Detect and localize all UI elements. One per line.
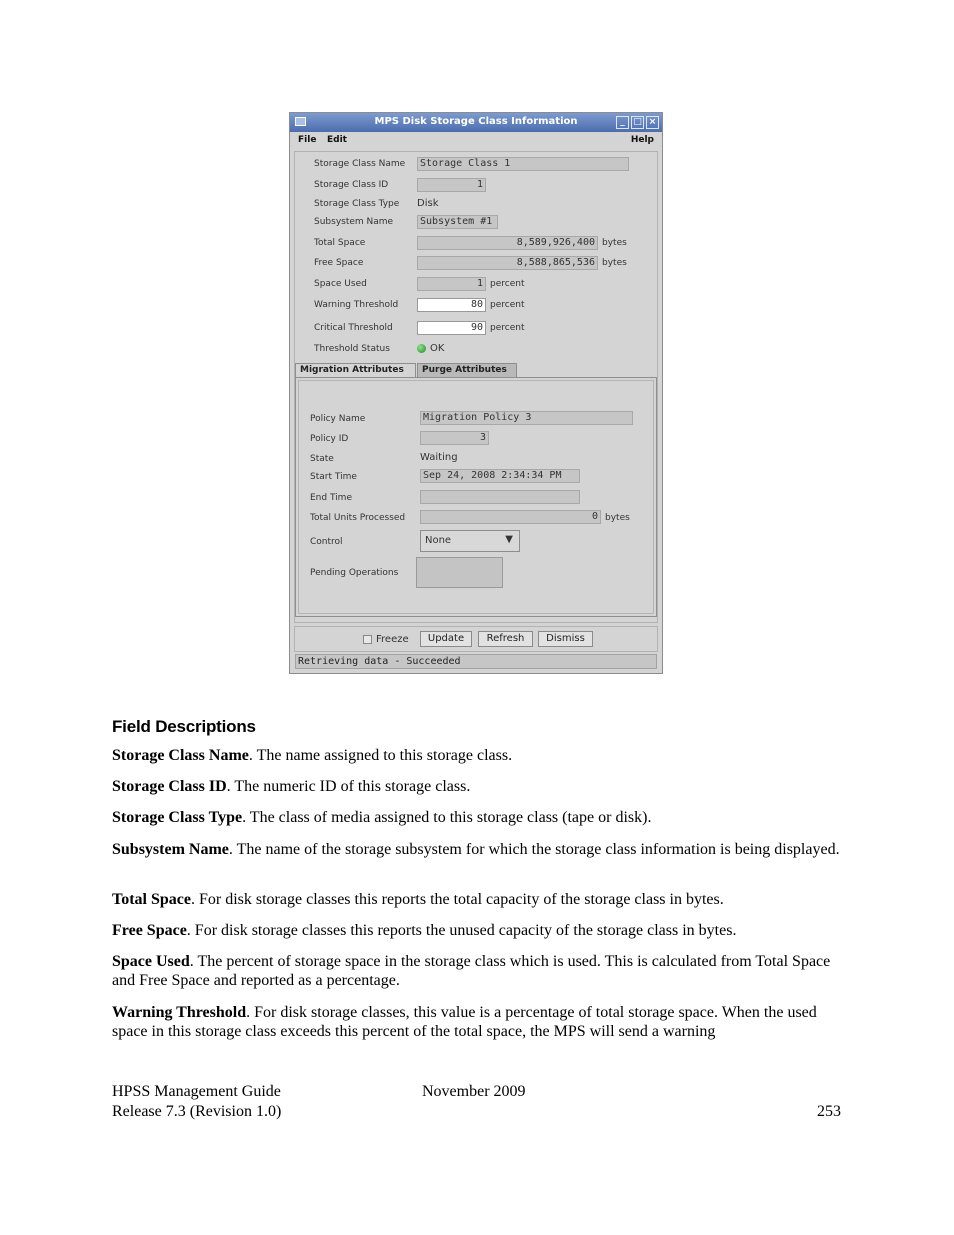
maximize-icon[interactable]: □ bbox=[631, 116, 644, 129]
end-time-label: End Time bbox=[310, 493, 352, 503]
start-time-field: Sep 24, 2008 2:34:34 PM bbox=[420, 469, 580, 483]
total-space-unit: bytes bbox=[602, 238, 627, 248]
menubar bbox=[293, 134, 659, 148]
freeze-label: Freeze bbox=[376, 634, 409, 645]
definition: . For disk storage classes this reports the unused capacity of the storage class in bytes. bbox=[186, 922, 737, 939]
warning-threshold-label: Warning Threshold bbox=[314, 300, 399, 310]
storage-class-type-label: Storage Class Type bbox=[314, 199, 400, 209]
desc-space-used bbox=[112, 952, 842, 990]
control-select-value: None bbox=[425, 535, 452, 546]
state-label: State bbox=[310, 454, 334, 464]
window-titlebar bbox=[290, 113, 662, 132]
freeze-checkbox[interactable] bbox=[363, 635, 372, 644]
space-used-field: 1 bbox=[417, 277, 486, 291]
status-bar: Retrieving data - Succeeded bbox=[295, 654, 657, 669]
threshold-status-label: Threshold Status bbox=[314, 344, 390, 354]
subsystem-name-field: Subsystem #1 bbox=[417, 215, 498, 229]
storage-class-type-value: Disk bbox=[417, 198, 439, 209]
menu-help[interactable]: Help bbox=[630, 135, 654, 145]
term: Storage Class Name bbox=[112, 747, 249, 764]
dismiss-button[interactable]: Dismiss bbox=[538, 631, 593, 647]
definition: . The percent of storage space in the storage class which is used. This is calculated from Total Space and Free Space and reported as a percentage. bbox=[112, 953, 831, 989]
free-space-label: Free Space bbox=[314, 258, 364, 268]
pending-operations-list[interactable] bbox=[416, 557, 503, 588]
total-units-field: 0 bbox=[420, 510, 601, 524]
chevron-down-icon: ▼ bbox=[505, 534, 513, 545]
free-space-unit: bytes bbox=[602, 258, 627, 268]
desc-free-space bbox=[112, 921, 842, 940]
term: Space Used bbox=[112, 953, 190, 970]
tab-migration-attributes[interactable]: Migration Attributes bbox=[295, 363, 416, 378]
status-ok-icon bbox=[417, 344, 426, 353]
critical-threshold-input[interactable]: 90 bbox=[417, 321, 486, 335]
refresh-button[interactable]: Refresh bbox=[478, 631, 533, 647]
storage-class-name-label: Storage Class Name bbox=[314, 159, 406, 169]
menu-edit[interactable]: Edit bbox=[327, 135, 347, 145]
term: Storage Class ID bbox=[112, 778, 227, 795]
total-space-field: 8,589,926,400 bbox=[417, 236, 598, 250]
footer-release: Release 7.3 (Revision 1.0) bbox=[112, 1103, 282, 1120]
footer-date: November 2009 bbox=[422, 1083, 526, 1100]
total-units-label: Total Units Processed bbox=[310, 513, 406, 523]
storage-class-id-label: Storage Class ID bbox=[314, 180, 389, 190]
footer-page-number: 253 bbox=[817, 1103, 841, 1120]
minimize-icon[interactable]: _ bbox=[616, 116, 629, 129]
desc-storage-class-id bbox=[112, 777, 842, 796]
storage-class-window bbox=[289, 112, 663, 674]
storage-class-id-field: 1 bbox=[417, 178, 486, 192]
threshold-status-value: OK bbox=[430, 343, 445, 354]
free-space-field: 8,588,865,536 bbox=[417, 256, 598, 270]
term: Free Space bbox=[112, 922, 187, 939]
term: Warning Threshold bbox=[112, 1004, 247, 1021]
term: Storage Class Type bbox=[112, 809, 243, 826]
pending-operations-label: Pending Operations bbox=[310, 568, 399, 578]
definition: . The class of media assigned to this storage class (tape or disk). bbox=[242, 809, 652, 826]
storage-class-name-field: Storage Class 1 bbox=[417, 157, 629, 171]
control-label: Control bbox=[310, 537, 343, 547]
window-title: MPS Disk Storage Class Information bbox=[374, 116, 578, 127]
button-bar bbox=[294, 626, 658, 652]
critical-threshold-unit: percent bbox=[490, 323, 525, 333]
section-heading: Field Descriptions bbox=[112, 717, 256, 736]
subsystem-name-label: Subsystem Name bbox=[314, 217, 394, 227]
warning-threshold-input[interactable]: 80 bbox=[417, 298, 486, 312]
term: Total Space bbox=[112, 891, 191, 908]
control-select[interactable] bbox=[420, 530, 520, 552]
definition: . The name of the storage subsystem for which the storage class information is being displayed. bbox=[228, 841, 840, 858]
critical-threshold-label: Critical Threshold bbox=[314, 323, 393, 333]
definition: . The name assigned to this storage class. bbox=[248, 747, 513, 764]
desc-storage-class-type bbox=[112, 808, 842, 827]
policy-id-label: Policy ID bbox=[310, 434, 349, 444]
end-time-field bbox=[420, 490, 580, 504]
close-icon[interactable]: × bbox=[646, 116, 659, 129]
definition: . For disk storage classes this reports the total capacity of the storage class in bytes. bbox=[190, 891, 724, 908]
total-units-unit: bytes bbox=[605, 513, 630, 523]
desc-warning-threshold bbox=[112, 1003, 842, 1041]
start-time-label: Start Time bbox=[310, 472, 357, 482]
space-used-label: Space Used bbox=[314, 279, 367, 289]
definition: . For disk storage classes, this value is a percentage of total storage space. When the used space in this storage class exceeds this percent of the total space, the MPS will send a warning bbox=[112, 1004, 817, 1040]
total-space-label: Total Space bbox=[314, 238, 366, 248]
desc-total-space bbox=[112, 890, 842, 909]
desc-storage-class-name bbox=[112, 746, 842, 765]
footer-guide: HPSS Management Guide bbox=[112, 1083, 281, 1100]
warning-threshold-unit: percent bbox=[490, 300, 525, 310]
term: Subsystem Name bbox=[112, 841, 229, 858]
tab-purge-attributes[interactable]: Purge Attributes bbox=[417, 363, 517, 378]
menu-file[interactable]: File bbox=[298, 135, 317, 145]
state-value: Waiting bbox=[420, 452, 458, 463]
definition: . The numeric ID of this storage class. bbox=[226, 778, 471, 795]
update-button[interactable]: Update bbox=[420, 631, 472, 647]
space-used-unit: percent bbox=[490, 279, 525, 289]
desc-subsystem-name bbox=[112, 840, 842, 859]
policy-name-label: Policy Name bbox=[310, 414, 366, 424]
policy-name-field: Migration Policy 3 bbox=[420, 411, 633, 425]
policy-id-field: 3 bbox=[420, 431, 489, 445]
